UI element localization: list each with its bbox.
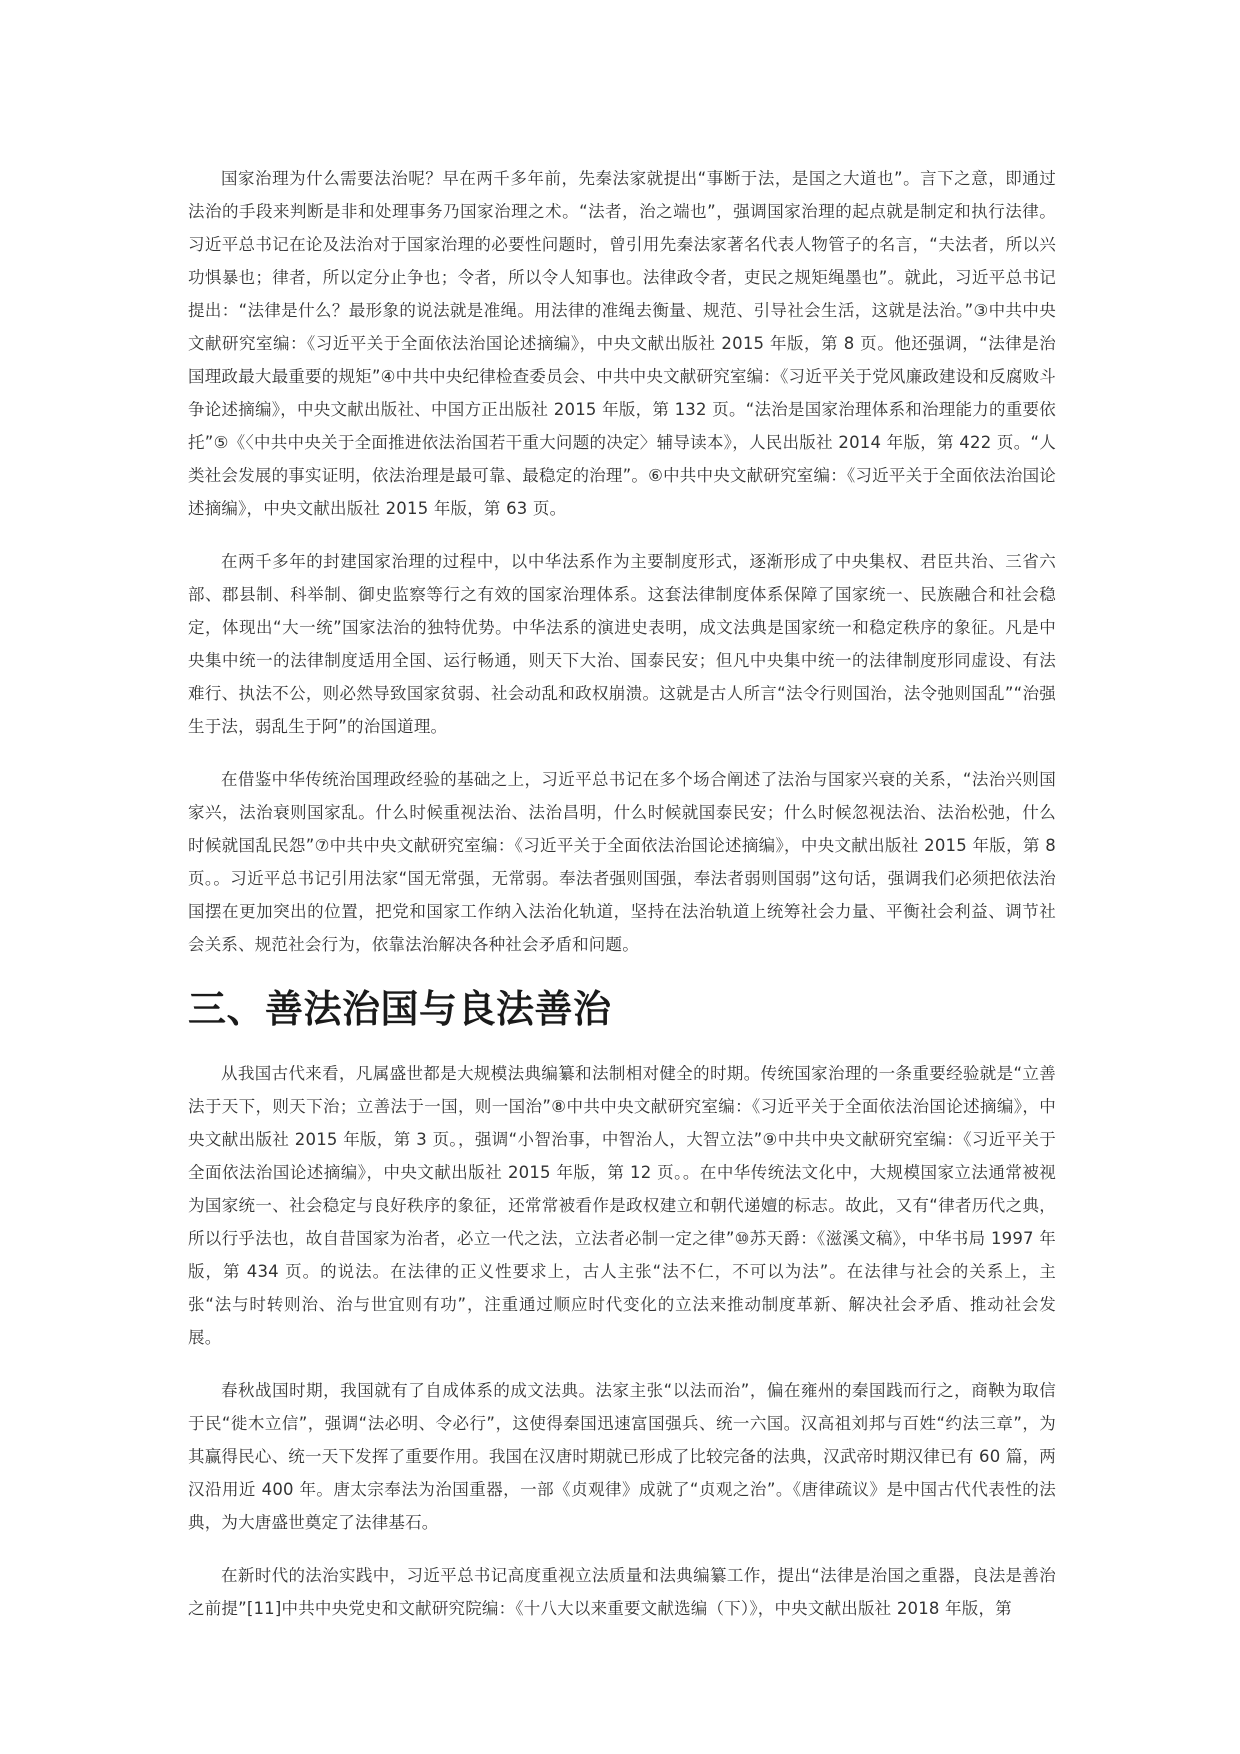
body-paragraph: 在借鉴中华传统治国理政经验的基础之上，习近平总书记在多个场合阐述了法治与国家兴衰的关系，“法治兴则国家兴，法治衰则国家乱。什么时候重视法治、法治昌明，什么时候就国泰民安；什么时候忽视法治、法治松弛，什么时候就国乱民怨”⑦中共中央文献研究室编：《习近平关于全面依法治国论述摘编》，中央文献出版社 2015 年版，第 8 页。。习近平总书记引用法家“国无常强，无常弱。奉法者强则国强，奉法者弱则国弱”这句话，强调我们必须把依法治国摆在更加突出的位置，把党和国家工作纳入法治化轨道，坚持在法治轨道上统筹社会力量、平衡社会利益、调节社会关系、规范社会行为，依靠法治解决各种社会矛盾和问题。: [188, 770, 1056, 954]
section-heading: 三、善法治国与良法善治: [188, 987, 612, 1031]
body-paragraph: 国家治理为什么需要法治呢？早在两千多年前，先秦法家就提出“事断于法，是国之大道也”。言下之意，即通过法治的手段来判断是非和处理事务乃国家治理之术。“法者，治之端也”，强调国家治理的起点就是制定和执行法律。习近平总书记在论及法治对于国家治理的必要性问题时，曾引用先秦法家著名代表人物管子的名言，“夫法者，所以兴功惧暴也；律者，所以定分止争也；令者，所以令人知事也。法律政令者，吏民之规矩绳墨也”。就此，习近平总书记提出：“法律是什么？最形象的说法就是准绳。用法律的准绳去衡量、规范、引导社会生活，这就是法治。”③中共中央文献研究室编：《习近平关于全面依法治国论述摘编》，中央文献出版社 2015 年版，第 8 页。他还强调，“法律是治国理政最大最重要的规矩”④中共中央纪律检查委员会、中共中央文献研究室编：《习近平关于党风廉政建设和反腐败斗争论述摘编》，中央文献出版社、中国方正出版社 2015 年版，第 132 页。“法治是国家治理体系和治理能力的重要依托”⑤《〈中共中央关于全面推进依法治国若干重大问题的决定〉辅导读本》，人民出版社 2014 年版，第 422 页。“人类社会发展的事实证明，依法治理是最可靠、最稳定的治理”。⑥中共中央文献研究室编：《习近平关于全面依法治国论述摘编》，中央文献出版社 2015 年版，第 63 页。: [188, 169, 1056, 518]
document-page: [188, 162, 1056, 1645]
body-paragraph: 在两千多年的封建国家治理的过程中，以中华法系作为主要制度形式，逐渐形成了中央集权、君臣共治、三省六部、郡县制、科举制、御史监察等行之有效的国家治理体系。这套法律制度体系保障了国家统一、民族融合和社会稳定，体现出“大一统”国家法治的独特优势。中华法系的演进史表明，成文法典是国家统一和稳定秩序的象征。凡是中央集中统一的法律制度适用全国、运行畅通，则天下大治、国泰民安；但凡中央集中统一的法律制度形同虚设、有法难行、执法不公，则必然导致国家贫弱、社会动乱和政权崩溃。这就是古人所言“法令行则国治，法令弛则国乱”“治强生于法，弱乱生于阿”的治国道理。: [188, 552, 1056, 736]
body-paragraph: 在新时代的法治实践中，习近平总书记高度重视立法质量和法典编纂工作，提出“法律是治国之重器，良法是善治之前提”[11]中共中央党史和文献研究院编：《十八大以来重要文献选编（下）》，中央文献出版社 2018 年版，第: [188, 1566, 1056, 1618]
body-paragraph: 春秋战国时期，我国就有了自成体系的成文法典。法家主张“以法而治”，偏在雍州的秦国践而行之，商鞅为取信于民“徙木立信”，强调“法必明、令必行”，这使得秦国迅速富国强兵、统一六国。汉高祖刘邦与百姓“约法三章”，为其赢得民心、统一天下发挥了重要作用。我国在汉唐时期就已形成了比较完备的法典，汉武帝时期汉律已有 60 篇，两汉沿用近 400 年。唐太宗奉法为治国重器，一部《贞观律》成就了“贞观之治”。《唐律疏议》是中国古代代表性的法典，为大唐盛世奠定了法律基石。: [188, 1381, 1056, 1532]
body-paragraph: 从我国古代来看，凡属盛世都是大规模法典编纂和法制相对健全的时期。传统国家治理的一条重要经验就是“立善法于天下，则天下治；立善法于一国，则一国治”⑧中共中央文献研究室编：《习近平关于全面依法治国论述摘编》，中央文献出版社 2015 年版，第 3 页。，强调“小智治事，中智治人，大智立法”⑨中共中央文献研究室编：《习近平关于全面依法治国论述摘编》，中央文献出版社 2015 年版，第 12 页。。在中华传统法文化中，大规模国家立法通常被视为国家统一、社会稳定与良好秩序的象征，还常常被看作是政权建立和朝代递嬗的标志。故此，又有“律者历代之典，所以行乎法也，故自昔国家为治者，必立一代之法，立法者必制一定之律”⑩苏天爵：《滋溪文稿》，中华书局 1997 年版，第 434 页。的说法。在法律的正义性要求上，古人主张“法不仁，不可以为法”。在法律与社会的关系上，主张“法与时转则治、治与世宜则有功”，注重通过顺应时代变化的立法来推动制度革新、解决社会矛盾、推动社会发展。: [188, 1064, 1056, 1347]
